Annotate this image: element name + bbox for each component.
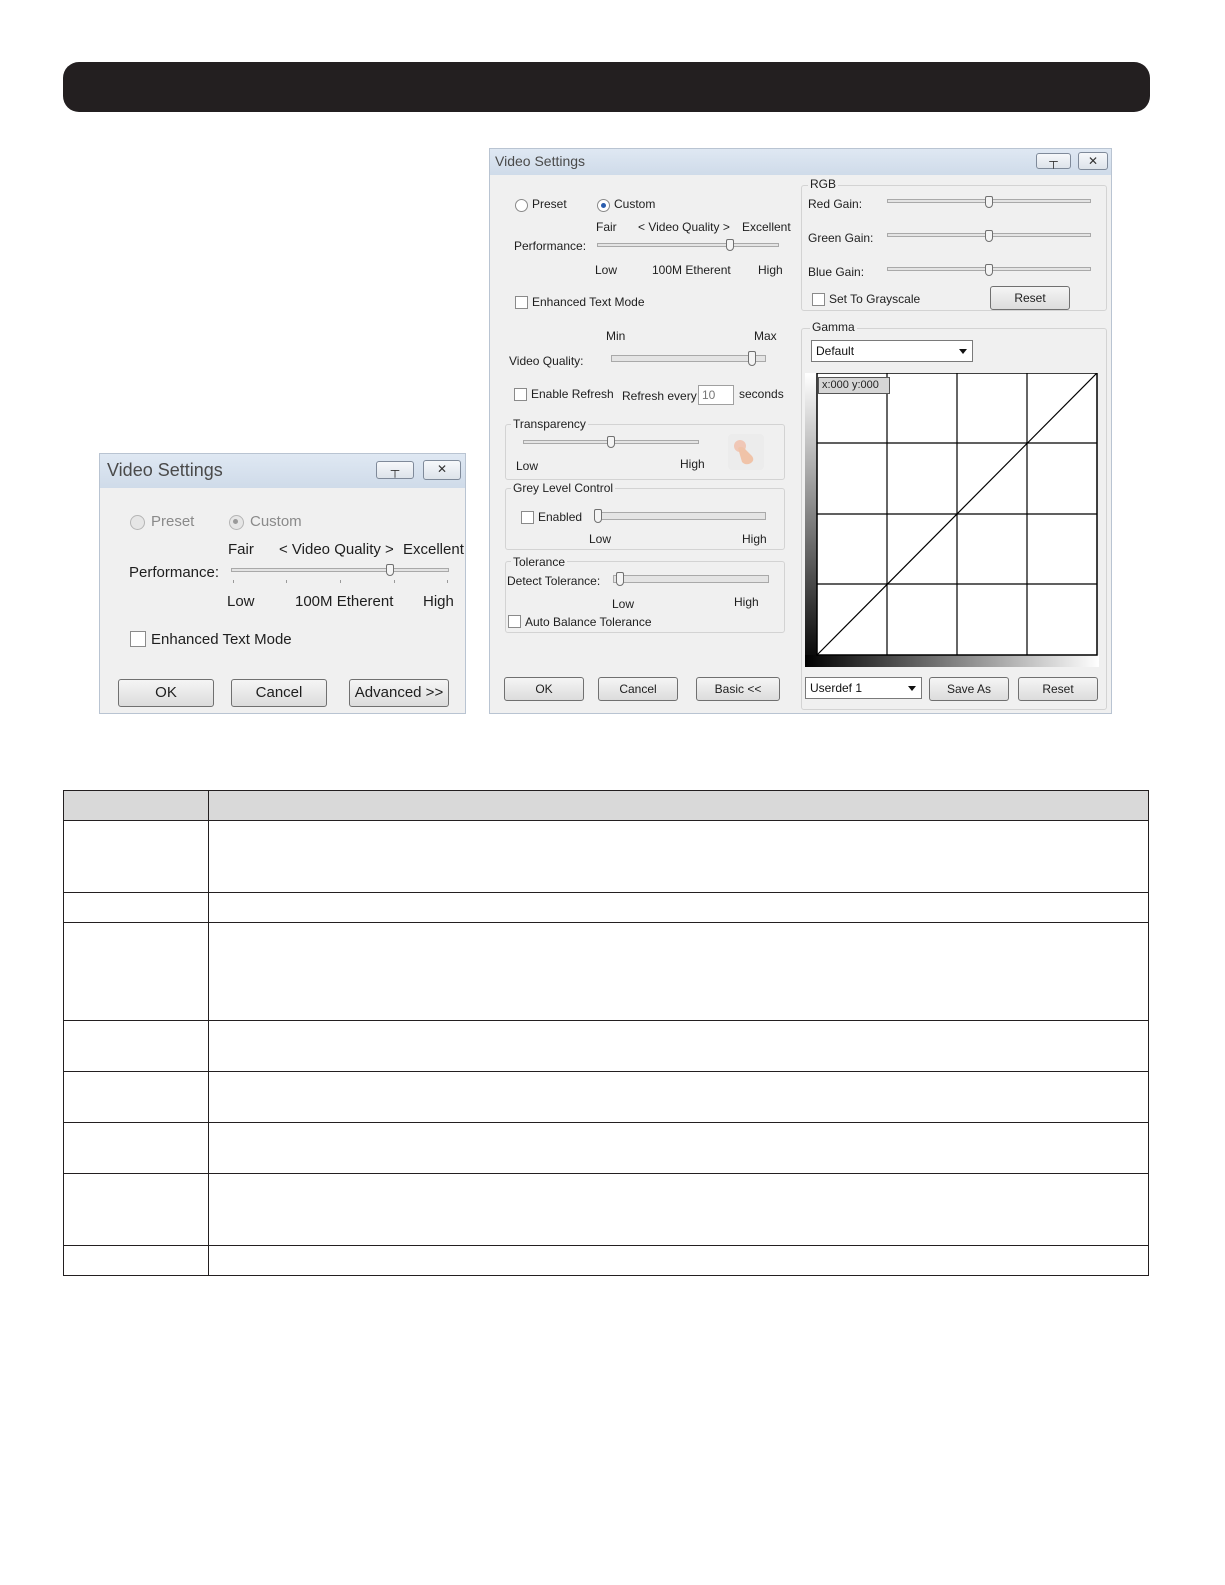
table-row [64, 821, 1149, 893]
gamma-preset-select[interactable] [811, 340, 973, 362]
gamma-title: Gamma [812, 320, 855, 334]
basic-button[interactable]: Basic << [696, 677, 780, 701]
detect-tolerance-label: Detect Tolerance: [507, 574, 601, 588]
performance-slider[interactable] [231, 562, 449, 584]
rgb-title: RGB [810, 177, 837, 191]
red-gain-label: Red Gain: [808, 197, 863, 211]
cancel-button[interactable]: Cancel [598, 677, 678, 701]
low-label: Low [595, 263, 618, 277]
fair-label: Fair [228, 541, 254, 558]
table-cell [64, 1123, 209, 1174]
performance-label: Performance: [129, 564, 220, 581]
grey-enabled-label: Enabled [538, 510, 583, 524]
table-cell [209, 893, 1149, 923]
min-label: Min [606, 329, 626, 343]
transparency-high-label: High [680, 457, 705, 471]
enhanced-text-checkbox[interactable] [130, 631, 146, 647]
detect-tolerance-slider[interactable] [613, 572, 769, 588]
cancel-button[interactable]: Cancel [231, 679, 327, 707]
enable-refresh-checkbox[interactable] [514, 388, 527, 401]
transparency-low-label: Low [516, 459, 539, 473]
video-quality-caption: < Video Quality > [638, 220, 730, 234]
custom-label: Custom [250, 513, 302, 530]
green-gain-slider[interactable] [887, 230, 1091, 250]
grey-enabled-checkbox[interactable] [521, 511, 534, 524]
performance-slider[interactable] [597, 238, 779, 258]
enhanced-text-checkbox[interactable] [515, 296, 528, 309]
blue-gain-label: Blue Gain: [808, 265, 865, 279]
table-cell [209, 1246, 1149, 1276]
excellent-label: Excellent [403, 541, 464, 558]
etherent-label: 100M Etherent [295, 593, 394, 610]
table-header-cell [64, 791, 209, 821]
chevron-down-icon [908, 686, 916, 691]
refresh-every-label: Refresh every [622, 389, 697, 403]
custom-radio[interactable] [229, 515, 244, 530]
detect-high-label: High [734, 595, 759, 609]
grey-level-slider[interactable] [594, 509, 766, 525]
pin-button[interactable]: ┬ [376, 461, 414, 479]
video-settings-advanced-dialog [489, 148, 1112, 714]
slider-thumb[interactable] [594, 509, 602, 523]
ok-button[interactable]: OK [504, 677, 584, 701]
slider-thumb[interactable] [985, 264, 993, 276]
pin-button[interactable]: ┬ [1036, 153, 1071, 169]
grey-level-title: Grey Level Control [513, 481, 614, 495]
video-settings-basic-dialog [99, 453, 466, 714]
settings-description-table [63, 790, 1149, 1276]
hand-icon [728, 434, 764, 470]
preset-radio[interactable] [130, 515, 145, 530]
table-row [64, 1246, 1149, 1276]
table-header-cell [209, 791, 1149, 821]
table-row [64, 893, 1149, 923]
coordinate-readout: x:000 y:000 [818, 377, 890, 394]
high-label: High [758, 263, 783, 277]
slider-thumb[interactable] [607, 436, 615, 448]
fair-label: Fair [596, 220, 617, 234]
table-cell [64, 893, 209, 923]
slider-thumb[interactable] [386, 564, 394, 576]
grey-low-label: Low [589, 532, 612, 546]
userdef-select[interactable] [805, 677, 922, 699]
section-header-bar [63, 62, 1150, 112]
blue-gain-slider[interactable] [887, 264, 1091, 284]
title-bar [490, 149, 1111, 175]
gamma-preset-value: Default [816, 344, 855, 358]
rgb-reset-button[interactable]: Reset [990, 286, 1070, 310]
custom-label: Custom [614, 197, 656, 211]
red-gain-slider[interactable] [887, 196, 1091, 216]
advanced-button[interactable]: Advanced >> [349, 679, 449, 707]
table-row [64, 1174, 1149, 1246]
grayscale-checkbox[interactable] [812, 293, 825, 306]
table-cell [64, 821, 209, 893]
close-button[interactable]: ✕ [1078, 152, 1108, 170]
table-cell [209, 923, 1149, 1021]
preset-label: Preset [151, 513, 195, 530]
close-button[interactable]: ✕ [423, 460, 461, 480]
grayscale-label: Set To Grayscale [829, 292, 921, 306]
slider-thumb[interactable] [748, 351, 756, 366]
dialog-title: Video Settings [495, 153, 586, 169]
dialog-title: Video Settings [107, 460, 223, 480]
table-cell [209, 1123, 1149, 1174]
green-gain-label: Green Gain: [808, 231, 874, 245]
grey-high-label: High [742, 532, 767, 546]
slider-thumb[interactable] [616, 572, 624, 586]
table-row [64, 1123, 1149, 1174]
slider-thumb[interactable] [985, 230, 993, 242]
refresh-interval-input[interactable]: 10 [698, 385, 734, 405]
video-quality-label: Video Quality: [509, 354, 584, 368]
table-row [64, 1072, 1149, 1123]
excellent-label: Excellent [742, 220, 791, 234]
enhanced-text-label: Enhanced Text Mode [151, 631, 292, 648]
gamma-reset-button[interactable]: Reset [1018, 677, 1098, 701]
table-cell [64, 1174, 209, 1246]
performance-label: Performance: [514, 239, 587, 253]
preset-radio[interactable] [515, 199, 528, 212]
custom-radio[interactable] [597, 199, 610, 212]
enable-refresh-label: Enable Refresh [531, 387, 614, 401]
transparency-title: Transparency [513, 417, 586, 431]
auto-balance-checkbox[interactable] [508, 615, 521, 628]
table-row [64, 923, 1149, 1021]
slider-thumb[interactable] [726, 239, 734, 251]
table-cell [64, 1072, 209, 1123]
userdef-value: Userdef 1 [810, 681, 863, 695]
gamma-curve-canvas[interactable] [805, 373, 1099, 667]
video-quality-caption: < Video Quality > [279, 541, 394, 558]
table-cell [209, 1021, 1149, 1072]
table-header-row [64, 791, 1149, 821]
table-cell [209, 1174, 1149, 1246]
table-cell [64, 1246, 209, 1276]
detect-low-label: Low [612, 597, 635, 611]
preset-label: Preset [532, 197, 567, 211]
table-cell [64, 923, 209, 1021]
etherent-label: 100M Etherent [652, 263, 731, 277]
seconds-label: seconds [739, 387, 784, 401]
max-label: Max [754, 329, 777, 343]
auto-balance-label: Auto Balance Tolerance [525, 615, 652, 629]
low-label: Low [227, 593, 255, 610]
save-as-button[interactable]: Save As [929, 677, 1009, 701]
table-row [64, 1021, 1149, 1072]
high-label: High [423, 593, 454, 610]
table-cell [209, 821, 1149, 893]
table-cell [64, 1021, 209, 1072]
ok-button[interactable]: OK [118, 679, 214, 707]
chevron-down-icon [959, 349, 967, 354]
table-cell [209, 1072, 1149, 1123]
transparency-slider[interactable] [523, 436, 699, 452]
slider-thumb[interactable] [985, 196, 993, 208]
enhanced-text-label: Enhanced Text Mode [532, 295, 645, 309]
title-bar [100, 454, 465, 488]
tolerance-title: Tolerance [513, 555, 566, 569]
video-quality-slider[interactable] [611, 350, 766, 370]
